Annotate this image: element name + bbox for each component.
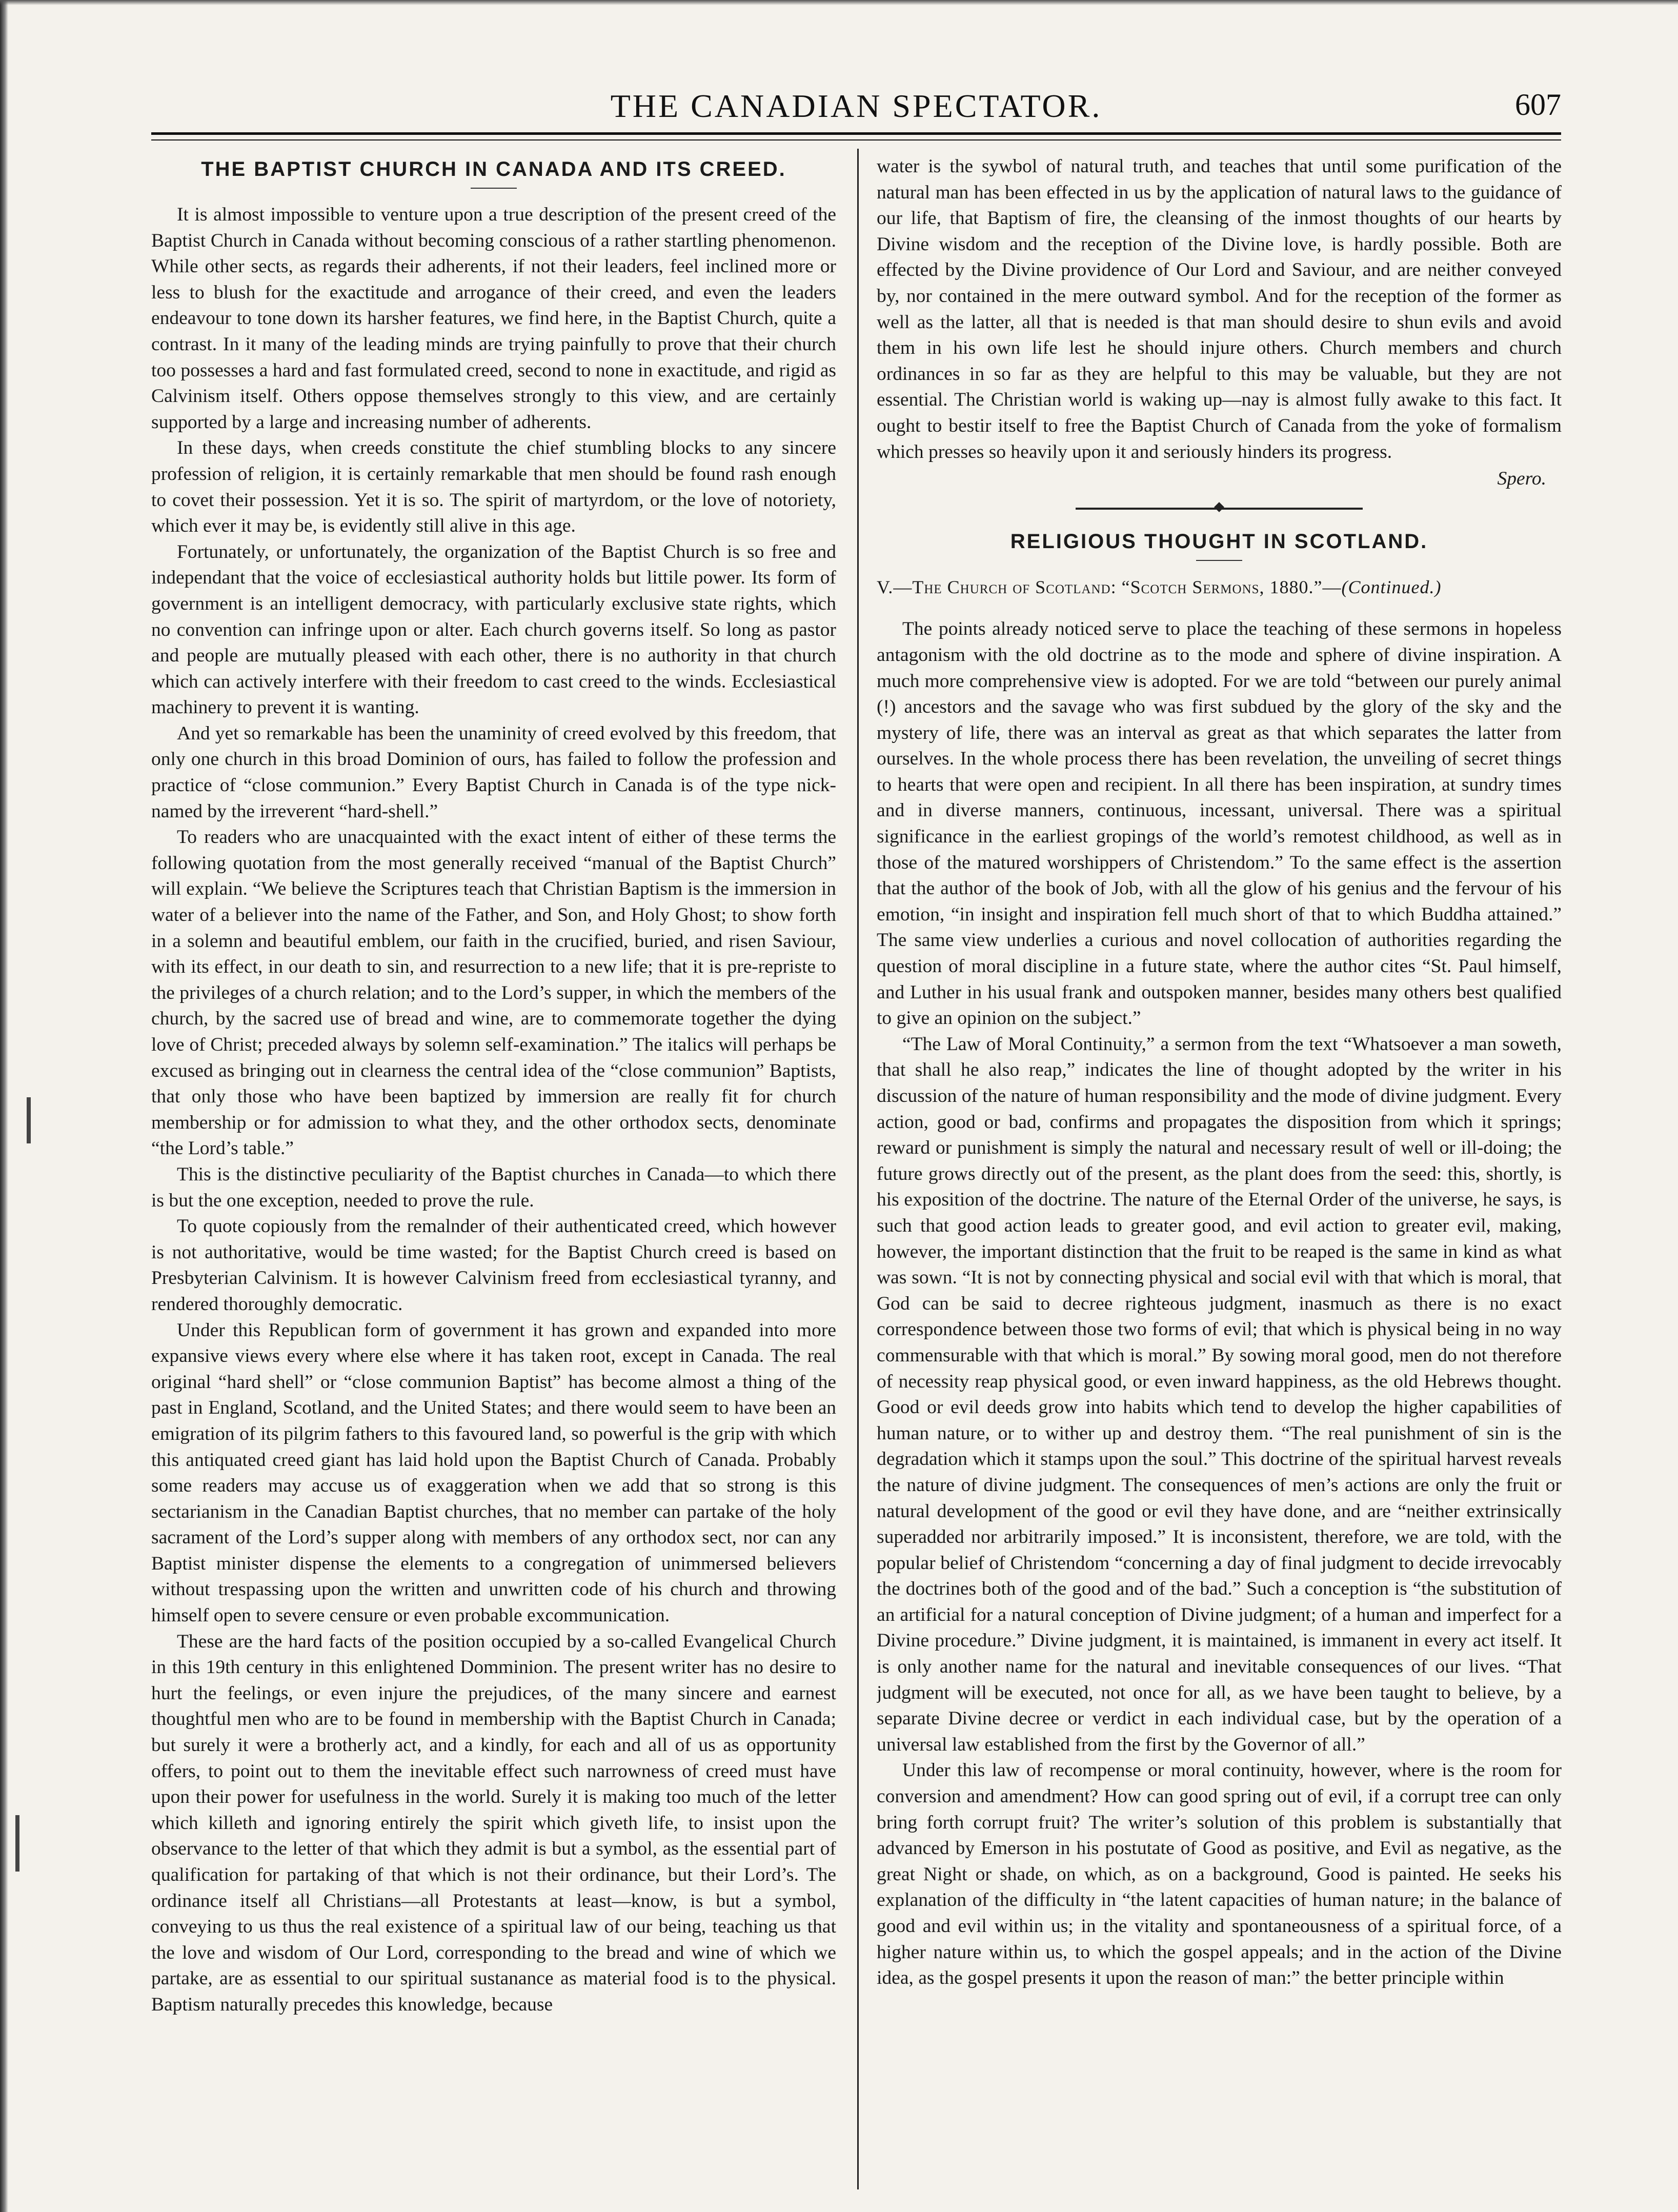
subhead-lead: V.—The Church of Scotland: “Scotch Sermons, 1880.”— — [877, 576, 1342, 597]
paragraph: “The Law of Moral Continuity,” a sermon from the text “Whatsoever a man soweth, that shall he also reap,” indicates the line of thought adopted by the writer in his discussion of the nature of human responsibility and the mode of divine judgment. Every action, good or bad, confirms and propagates the disposition from which it springs; reward or punishment is simply the natural and necessary result of well or ill-doing; the future grows directly out of the present, as the plant does from the seed: this, shortly, is his exposition of the doctrine. The nature of the Eternal Order of the universe, he says, is such that good action leads to greater good, and evil action to greater evil, making, however, the important distinction that the fruit to be reaped is the same in kind as what was sown. “It is not by connecting physical and social evil with that which is moral, that God can be said to decree righteous judgment, inasmuch as there is no exact correspondence between those two forms of evil; that which is physical being in no way commensurable with that which is moral.” By sowing moral good, men do not therefore of necessity reap physical good, or even inward happiness, as the old Hebrews thought. Good or evil deeds grow into habits which tend to develop the higher capabilities of human nature, or to wither up and destroy them. “The real punishment of sin is the degradation which it stamps upon the soul.” This doctrine of the spiritual harvest reveals the nature of divine judgment. The consequences of men’s actions are only the fruit or natural development of the good or evil they have done, and are “neither extrinsically superadded nor arbitrarily imposed.” It is inconsistent, therefore, we are told, with the popular belief of Christendom “concerning a day of final judgment to decide irrevocably the doctrines both of the good and of the bad.” Such a conception is “the substitution of an artificial for a natural conception of Divine judgment; of a human and imperfect for a Divine procedure.” Divine judgment, it is maintained, is immanent in every act itself. It is only another name for the natural and inevitable consequences of our lives. “That judgment will be executed, not once for all, as we have been taught to believe, by a separate Divine decree or verdict in each individual case, but by the operation of a universal law established from the first by the Governor of all.” — [877, 1033, 1562, 1755]
author-signature: Spero. — [1497, 468, 1546, 490]
title-rule — [471, 188, 517, 189]
paragraph: And yet so remarkable has been the unaminity of creed evolved by this freedom, that only one church in this broad Dominion of ours, has failed to follow the profession and practice of “close communion.” Every Baptist Church in Canada is of the type nick-named by the irreverent “hard-shell.” — [151, 722, 836, 822]
paragraph: To quote copiously from the remalnder of their authenticated creed, which however is not authoritative, would be time wasted; for the Baptist Church creed is based on Presbyterian Calvinism. It is however Calvinism freed from ecclesiastical tyranny, and rendered thoroughly democratic. — [151, 1216, 836, 1315]
separator-ornament — [1214, 502, 1224, 512]
section-separator — [1076, 504, 1363, 514]
subhead-continued: (Continued.) — [1341, 576, 1442, 597]
paragraph: In these days, when creeds constitute the chief stumbling blocks to any sincere profession of religion, it is certainly remarkable that men should be found rash enough to covet their possession. Yet it is so. The spirit of martyrdom, or the love of notoriety, which ever it may be, is evidently still alive in this age. — [151, 437, 836, 537]
column-divider — [857, 149, 859, 2189]
paragraph: Fortunately, or unfortunately, the organization of the Baptist Church is so free and independant that the voice of ecclesiastical authority holds but littile power. Its form of government is an intelligent democracy, with particularly exclusive state rights, which no convention can infringe upon or alter. Each church governs itself. So long as pastor and people are mutually pleased with each other, there is no authority in that church which can actively interfere with their freedom to cast creed to the winds. Ecclesiastical machinery to prevent it is wanting. — [151, 541, 836, 718]
title-rule — [1196, 560, 1242, 561]
page-top-edge — [0, 0, 1678, 5]
article-title-baptist: THE BAPTIST CHURCH IN CANADA AND ITS CREED. — [201, 158, 786, 180]
journal-title: THE CANADIAN SPECTATOR. — [610, 88, 1102, 124]
paragraph: This is the distinctive peculiarity of the Baptist churches in Canada—to which there is but the one exception, needed to prove the rule. — [151, 1163, 836, 1211]
left-column — [151, 154, 836, 2189]
article-subhead — [877, 574, 1562, 600]
paragraph: Under this law of recompense or moral continuity, however, where is the room for conversion and amendment? How can good spring out of evil, if a corrupt tree can only bring forth corrupt fruit? The writer’s solution of this problem is substantially that advanced by Emerson in his postutate of Good as positive, and Evil as negative, as the great Night or shade, on which, as on a background, Good is painted. He seeks his explanation of the difficulty in “the latent capacities of human nature; in the balance of good and evil within us; in the vitality and spontaneousness of a spiritual force, of a higher nature within us, to which the gospel appeals; and in the action of the Divine idea, as the gospel presents it upon the reason of man:” the better principle within — [877, 1760, 1562, 1989]
paragraph: To readers who are unacquainted with the exact intent of either of these terms the following quotation from the most generally received “manual of the Baptist Church” will explain. “We believe the Scriptures teach that Christian Baptism is the immersion in water of a believer into the name of the Father, and Son, and Holy Ghost; to show forth in a solemn and beautiful emblem, our faith in the crucified, buried, and risen Saviour, with its effect, in our death to sin, and resurrection to a new life; that it is pre-repriste to the privileges of a church relation; and to the Lord’s supper, in which the members of the church, by the sacred use of bread and wine, are to commemorate together the dying love of Christ; preceded always by solemn self-examination.” The italics will perhaps be excused as bringing out in clearness the central idea of the “close communion” Baptists, that only those who have been baptized by immersion are really fit for church membership or for admission to what they, and the other orthodox sects, denominate “the Lord’s table.” — [151, 827, 836, 1159]
paragraph: The points already noticed serve to place the teaching of these sermons in hopeless antagonism with the old doctrine as to the mode and sphere of divine inspiration. A much more comprehensive view is adopted. For we are told “between our purely animal (!) ancestors and the savage who was first subdued by the glory of the sky and the mystery of life, there was an interval as great as that which separates the latter from ourselves. In the whole process there has been revelation, the unveiling of secret things to hearts that were open and recipient. In all there has been inspiration, at sundry times and in diverse manners, continuous, incessant, universal. There was a spiritual significance in the earliest gropings of the world’s remotest childhood, as well as in those of the matured worshippers of Christendom.” To the same effect is the assertion that the author of the book of Job, with all the glow of his genius and the fervour of his emotion, “in insight and inspiration fell much short of that to which Buddha attained.” The same view underlies a curious and novel collocation of authorities regarding the question of moral discipline in a future state, where the author cites “St. Paul himself, and Luther in his usual frank and outspoken manner, besides many others best qualified to give an opinion on the subject.” — [877, 618, 1562, 1029]
paragraph: It is almost impossible to venture upon a true description of the present creed of the Baptist Church in Canada without becoming conscious of a rather startling phenomenon. While other sects, as regards their adherents, if not their leaders, feel inclined more or less to blush for the exactitude and arrogance of their creed, and even the leaders endeavour to tone down its harsher features, we find here, in the Baptist Church, quite a contrast. In it many of the leading minds are trying painfully to prove that their church too possesses a hard and fast formulated creed, second to none in exactitude, and rigid as Calvinism itself. Others oppose themselves strongly to this view, and are certainly supported by a large and increasing number of adherents. — [151, 204, 836, 433]
margin-mark — [15, 1815, 19, 1872]
page-binding-edge — [0, 0, 8, 2212]
page-number: 607 — [1515, 88, 1561, 122]
paragraph: Under this Republican form of government it has grown and expanded into more expansive views every where else where it has taken root, except in Canada. The real original “hard shell” or “close communion Baptist” has become almost a thing of the past in England, Scotland, and the United States; and there would seem to have been an emigration of its pilgrim fathers to this favoured land, so powerful is the grip with which this antiquated creed giant has laid hold upon the Baptist Church of Canada. Probably some readers may accuse us of exaggeration when we add that so strong is this sectarianism in the Canadian Baptist churches, that no member can partake of the holy sacrament of the Lord’s supper along with members of any orthodox sect, nor can any Baptist minister dispense the elements to a congregation of unimmersed believers without trespassing upon the written and unwritten code of his church and throwing himself open to severe censure or even probable excommunication. — [151, 1319, 836, 1626]
continued-paragraph: water is the sywbol of natural truth, and teaches that until some purification of the natural man has been effected in us by the application of natural laws to the guidance of our life, that Baptism of fire, the cleansing of the inmost thoughts of our hearts by Divine wisdom and the reception of the Divine love, is hardly possible. Both are effected by the Divine providence of Our Lord and Saviour, and are neither conveyed by, nor contained in the mere outward symbol. And for the reception of the former as well as the latter, all that is needed is that man should desire to shun evils and avoid them in his own life lest he should injure others. Church members and church ordinances in so far as they are helpful to this may be valuable, but they are not essential. The Christian world is waking up—nay is almost fully awake to this fact. It ought to bestir itself to free the Baptist Church of Canada from the yoke of formalism which presses so heavily upon it and seriously hinders its progress. — [877, 156, 1562, 462]
margin-mark — [27, 1097, 31, 1143]
page-header — [151, 87, 1561, 138]
header-rule — [151, 132, 1561, 140]
paragraph: These are the hard facts of the position occupied by a so-called Evangelical Church in this 19th century in this enlightened Domminion. The present writer has no desire to hurt the feelings, or even injure the prejudices, of the many sincere and earnest thoughtful men who are to be found in membership with the Baptist Church in Canada; but surely it were a brotherly act, and a kindly, for each and all of us as opportunity offers, to point out to them the inevitable effect such narrowness of creed must have upon their power for usefulness in the world. Surely it is making too much of the letter which killeth and ignoring entirely the spirit which giveth life, to insist upon the observance to the letter of that which they admit is but a symbol, as the essential part of qualification for partaking of that which is not their ordinance, but their Lord’s. The ordinance itself all Christians—all Protestants at least—know, is but a symbol, conveying to us thus the real existence of a spiritual law of our being, teaching us that the love and wisdom of Our Lord, corresponding to the bread and wine of which we partake, are as essential to our spiritual sustanance as material food is to the physical. Baptism naturally precedes this knowledge, because — [151, 1631, 836, 2015]
article-title-scotland: RELIGIOUS THOUGHT IN SCOTLAND. — [1010, 530, 1428, 553]
right-column — [877, 154, 1562, 2189]
